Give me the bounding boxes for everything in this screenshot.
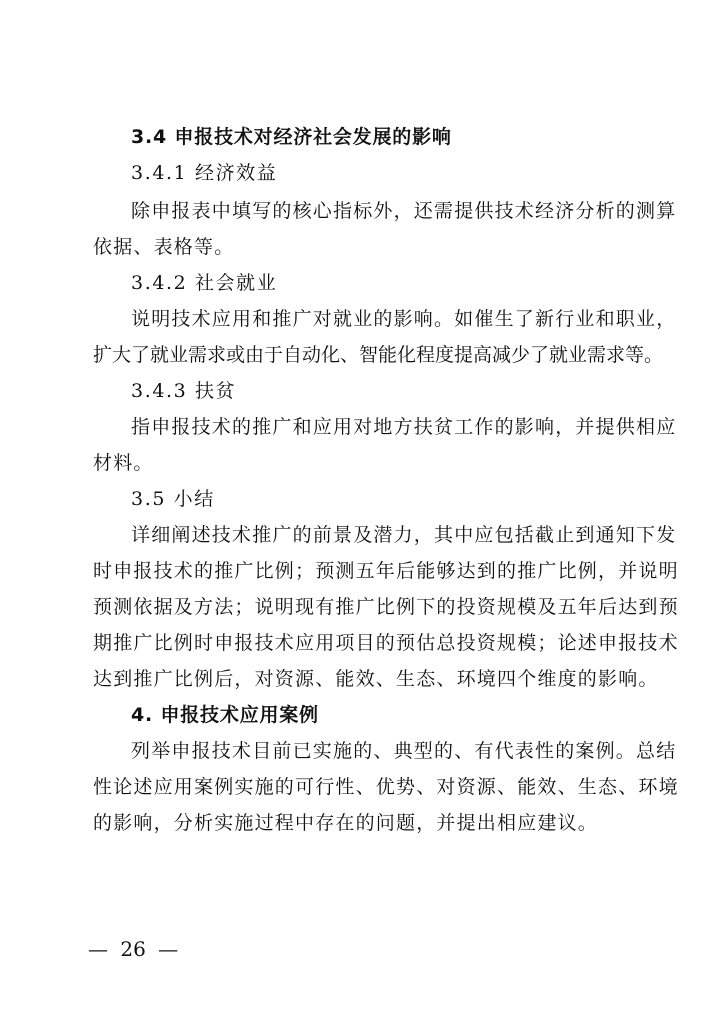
paragraph-line: 性论述应用案例实施的可行性、优势、对资源、能效、生态、环境 — [93, 776, 679, 798]
paragraph-line: 说明技术应用和推广对就业的影响。如催生了新行业和职业， — [131, 308, 677, 330]
paragraph-line: 的影响，分析实施过程中存在的问题，并提出相应建议。 — [93, 812, 599, 834]
paragraph-line: 详细阐述技术推广的前景及潜力，其中应包括截止到通知下发 — [131, 524, 677, 546]
paragraph-line: 扩大了就业需求或由于自动化、智能化程度提高减少了就业需求等。 — [93, 344, 664, 366]
paragraph-line: 预测依据及方法；说明现有推广比例下的投资规模及五年后达到预 — [93, 596, 679, 618]
paragraph-line: 时申报技术的推广比例；预测五年后能够达到的推广比例，并说明 — [93, 560, 679, 582]
paragraph-line: 达到推广比例后，对资源、能效、生态、环境四个维度的影响。 — [93, 668, 659, 690]
paragraph-line: 依据、表格等。 — [93, 236, 235, 258]
section-3-4-3-heading: 3.4.3 扶贫 — [131, 380, 237, 402]
paragraph-line: 指申报技术的推广和应用对地方扶贫工作的影响，并提供相应 — [131, 416, 677, 438]
page-number: — 26 — — [88, 937, 179, 961]
section-3-4-2-heading: 3.4.2 社会就业 — [131, 272, 278, 294]
section-3-4-1-heading: 3.4.1 经济效益 — [131, 162, 278, 184]
paragraph-line: 期推广比例时申报技术应用项目的预估总投资规模；论述申报技术 — [93, 632, 679, 654]
paragraph-line: 除申报表中填写的核心指标外，还需提供技术经济分析的测算 — [131, 200, 677, 222]
section-4-heading: 4. 申报技术应用案例 — [131, 704, 319, 726]
paragraph-line: 材料。 — [93, 452, 154, 474]
section-3-4-heading: 3.4 申报技术对经济社会发展的影响 — [131, 126, 452, 148]
paragraph-line: 列举申报技术目前已实施的、典型的、有代表性的案例。总结 — [131, 740, 677, 762]
section-3-5-heading: 3.5 小结 — [131, 488, 215, 510]
